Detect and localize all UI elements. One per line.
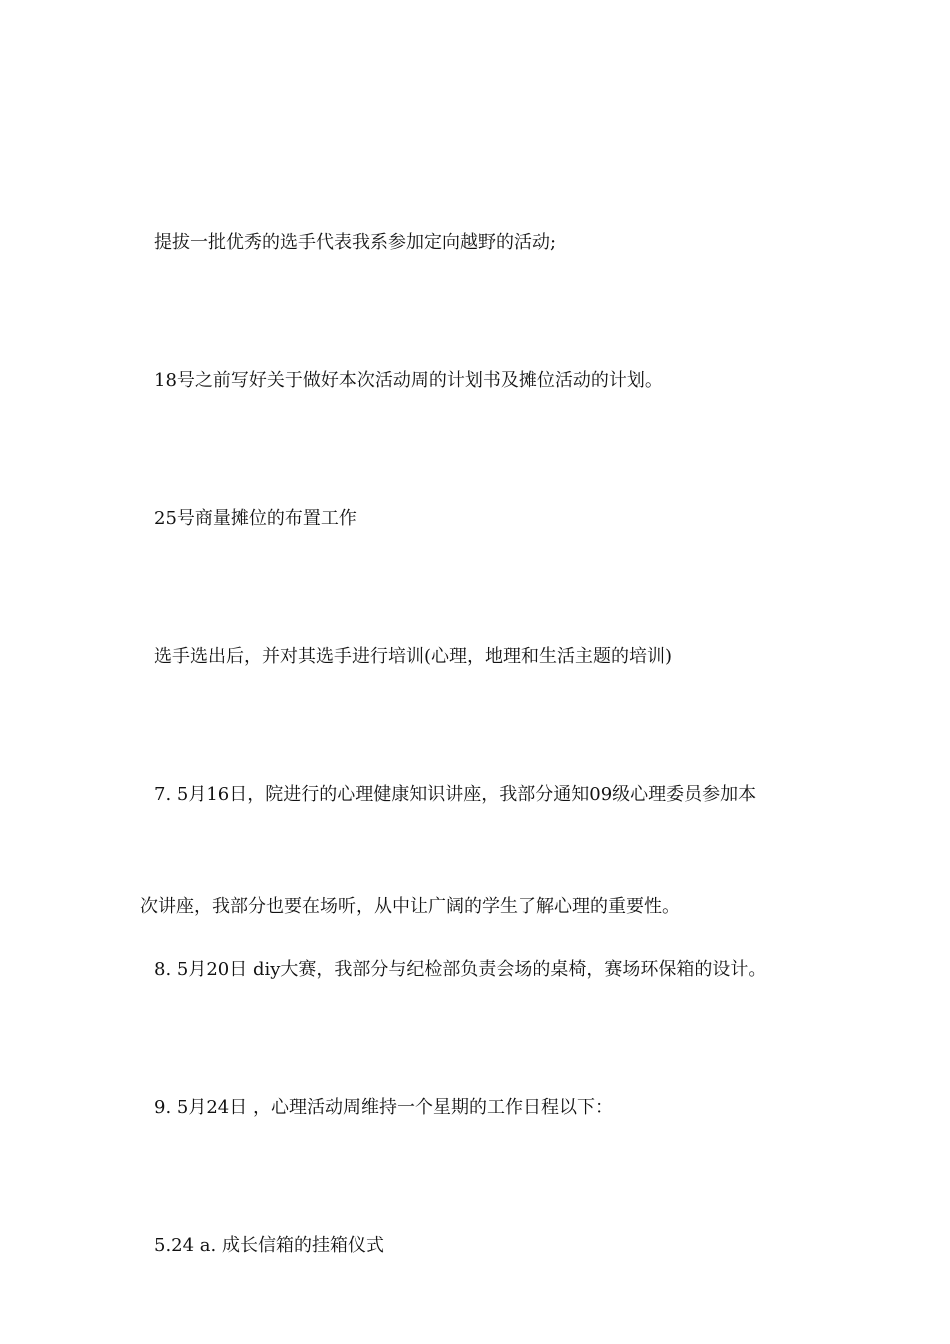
- paragraph-8: [140, 1156, 830, 1336]
- paragraph-line: 7. 5月16日，院进行的心理健康知识讲座，我部分通知09级心理委员参加本: [154, 784, 757, 805]
- paragraph-line: 9. 5月24日 ，心理活动周维持一个星期的工作日程以下：: [154, 1097, 613, 1118]
- paragraph-line: 选手选出后，并对其选手进行培训(心理，地理和生活主题的培训): [154, 646, 673, 667]
- paragraph-line: 次讲座，我部分也要在场听，从中让广阔的学生了解心理的重要性。: [140, 896, 680, 917]
- paragraph-line: 25号商量摊位的布置工作: [154, 508, 357, 529]
- paragraph-line: 提拔一批优秀的选手代表我系参加定向越野的活动;: [154, 232, 557, 253]
- paragraph-line: 5.24 a. 成长信箱的挂箱仪式: [154, 1235, 384, 1256]
- paragraph-line: 8. 5月20日 diy大赛，我部分与纪检部负责会场的桌椅，赛场环保箱的设计。: [154, 959, 767, 980]
- paragraph-line: 18号之前写好关于做好本次活动周的计划书及摊位活动的计划。: [154, 370, 663, 391]
